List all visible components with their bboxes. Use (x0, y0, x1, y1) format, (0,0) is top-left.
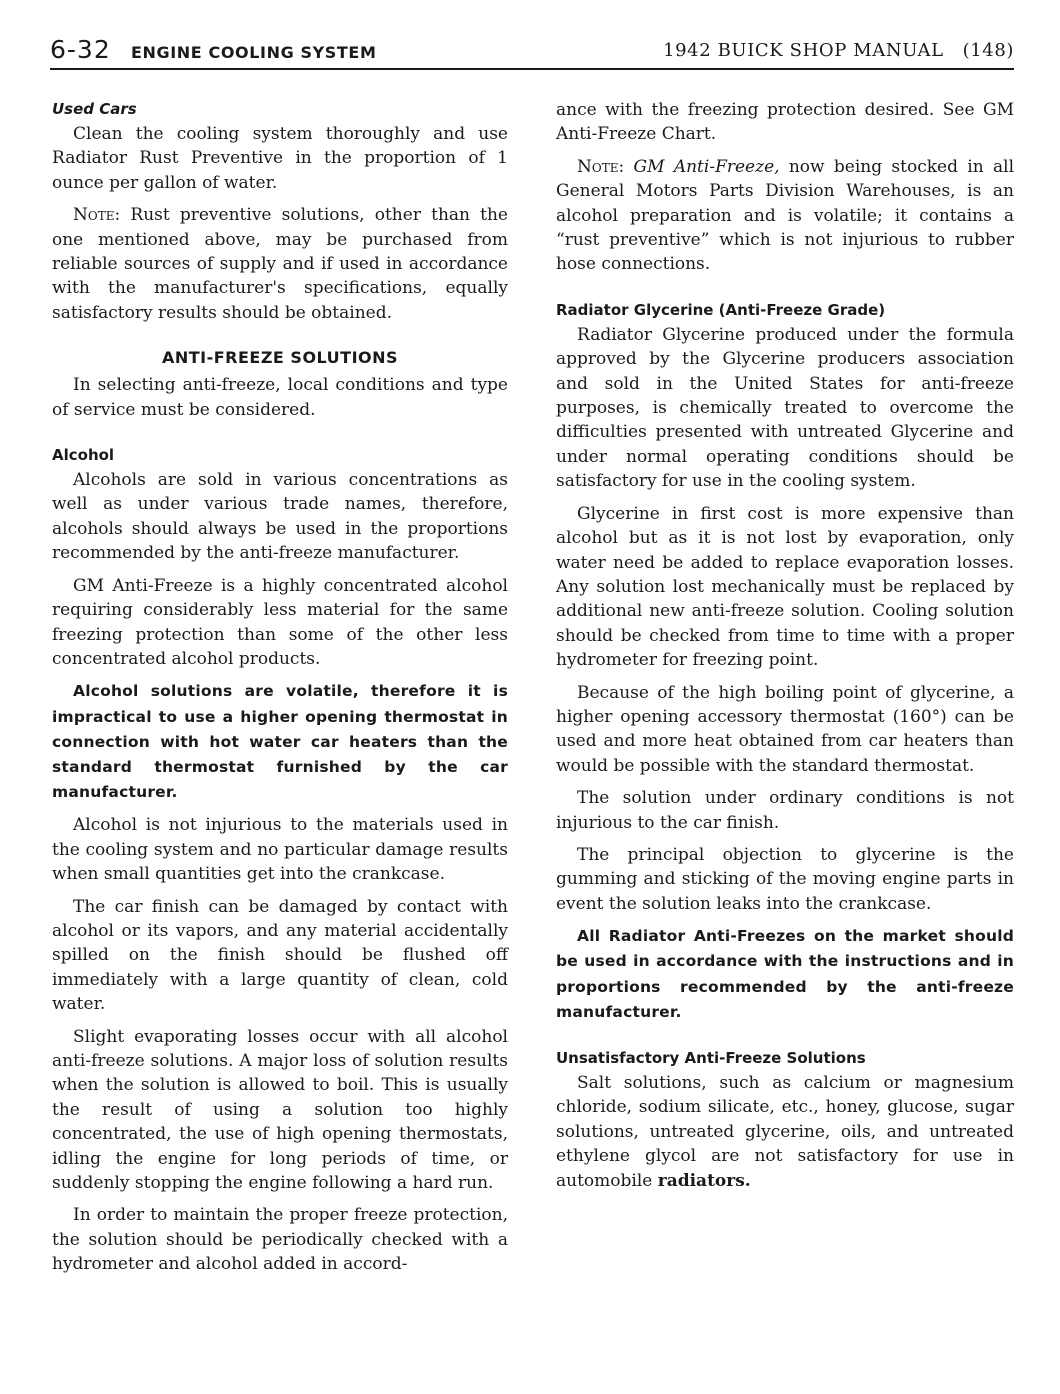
rust-preventive-note (52, 203, 508, 325)
page-number: 6-32 (50, 35, 111, 64)
manual-title (663, 40, 1014, 61)
unsatisfactory-bold-end: radiators. (657, 1170, 751, 1191)
alcohol-paragraph-1: Alcohols are sold in various concentrations as well as under various trade names, therefore, alcohols should always be used in the proportions recommended by the anti-freeze manufacturer. (52, 470, 508, 564)
note-text: now being stocked in all General Motors Parts Division Warehouses, is an alcohol preparation and is volatile; it contains a “rust preventive” which is not injurious to rubber hose connections. (556, 156, 1015, 275)
continued-paragraph: ance with the freezing protection desired. See GM Anti-Freeze Chart. (556, 100, 1014, 145)
manual-page-ref: (148) (962, 40, 1014, 61)
right-column (556, 98, 1014, 1201)
gm-anti-freeze-note (556, 155, 1014, 277)
alcohol-paragraph-2: GM Anti-Freeze is a highly concentrated alcohol requiring considerably less material for the same freezing protection than some of the other less concentrated alcohol products. (52, 575, 508, 669)
alcohol-paragraph-6: In order to maintain the proper freeze protection, the solution should be periodically checked with a hydrometer and alcohol added in accord- (52, 1205, 508, 1275)
note-text: Rust preventive solutions, other than the one mentioned above, may be purchased from reliable sources of supply and if used in accordance with the manufacturer's specifications, equally satisfactory results should be obtained. (52, 205, 508, 323)
glycerine-paragraph-4: The solution under ordinary conditions is not injurious to the car finish. (556, 788, 1014, 833)
alcohol-heading: Alcohol (52, 446, 115, 465)
left-column (52, 98, 508, 1285)
manual-title-text: 1942 BUICK SHOP MANUAL (663, 40, 944, 61)
used-cars-paragraph: Clean the cooling system thoroughly and use Radiator Rust Preventive in the proportion of 1 ounce per gallon of water. (52, 124, 508, 193)
glycerine-paragraph-3: Because of the high boiling point of glycerine, a higher opening accessory thermostat (160°) can be used and more heat obtained from car heaters than would be possible with the standard thermostat. (556, 682, 1014, 776)
unsatisfactory-text: Salt solutions, such as calcium or magnesium chloride, sodium silicate, etc., honey, glucose, sugar solutions, untreated glycerine, oils, and untreated ethylene glycol are not satisfactory for use in automobile (556, 1073, 1014, 1191)
alcohol-paragraph-5: Slight evaporating losses occur with all alcohol anti-freeze solutions. A major loss of solution results when the solution is allowed to boil. This is usually the result of using a solution too highly concentrated, the use of high opening thermostats, idling the engine for long periods of time, or suddenly stopping the engine following a hard run. (52, 1026, 508, 1194)
glycerine-paragraph-1: Radiator Glycerine produced under the formula approved by the Glycerine producers association and sold in the United States for anti-freeze purposes, is chemically treated to overcome the difficulties presented with untreated Glycerine and under normal operating conditions should be satisfactory for use in the cooling system. (556, 324, 1014, 492)
anti-freeze-heading: ANTI-FREEZE SOLUTIONS (161, 348, 399, 368)
note-label: Note: (73, 205, 121, 226)
unsatisfactory-heading: Unsatisfactory Anti-Freeze Solutions (556, 1049, 866, 1067)
alcohol-paragraph-4: The car finish can be damaged by contact with alcohol or its vapors, and any material accidentally spilled on the finish should be flushed off immediately with a large quantity of clean, cold water. (52, 896, 508, 1015)
note-label: Note: (577, 156, 625, 177)
glycerine-heading: Radiator Glycerine (Anti-Freeze Grade) (556, 300, 886, 319)
used-cars-heading: Used Cars (52, 100, 137, 118)
anti-freeze-warning: All Radiator Anti-Freezes on the market should be used in accordance with the instructions and in proportions recommended by the anti-freeze manufacturer. (556, 927, 1014, 1021)
section-title: ENGINE COOLING SYSTEM (131, 43, 377, 62)
anti-freeze-intro: In selecting anti-freeze, local conditions and type of service must be considered. (52, 375, 508, 420)
page-header (50, 34, 1014, 70)
glycerine-paragraph-5: The principal objection to glycerine is the gumming and sticking of the moving engine parts in event the solution leaks into the crankcase. (556, 844, 1014, 914)
note-emphasis: GM Anti-Freeze, (633, 156, 780, 177)
glycerine-paragraph-2: Glycerine in first cost is more expensive than alcohol but as it is not lost by evaporation, only water need be added to replace evaporation losses. Any solution lost mechanically must be replaced by additional new anti-freeze solution. Cooling solution should be checked from time to time with a proper hydrometer for freezing point. (556, 503, 1014, 671)
unsatisfactory-paragraph (556, 1071, 1014, 1193)
alcohol-warning: Alcohol solutions are volatile, therefore it is impractical to use a higher opening thermostat in connection with hot water car heaters than the standard thermostat furnished by the car manufacturer. (52, 682, 508, 802)
alcohol-paragraph-3: Alcohol is not injurious to the materials used in the cooling system and no particular damage results when small quantities get into the crankcase. (52, 815, 508, 885)
